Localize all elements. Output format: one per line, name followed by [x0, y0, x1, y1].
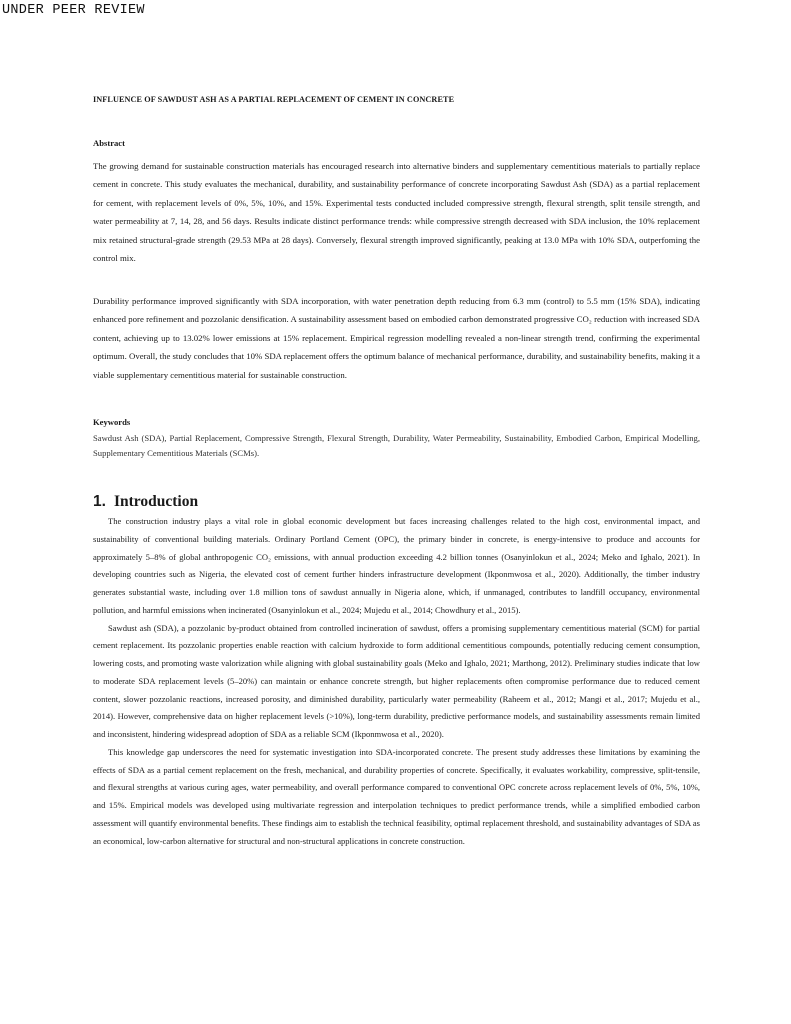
introduction-heading: [93, 493, 198, 511]
paper-title: INFLUENCE OF SAWDUST ASH AS A PARTIAL REPLACEMENT OF CEMENT IN CONCRETE: [93, 95, 455, 104]
keywords-list: Sawdust Ash (SDA), Partial Replacement, Compressive Strength, Flexural Strength, Durability, Water Permeability, Sustainability, Embodied Carbon, Empirical Modelling, Supplementary Cementitious Materials (SCMs).: [93, 433, 700, 458]
abstract-heading: Abstract: [93, 138, 125, 148]
intro-paragraph-1: The construction industry plays a vital role in global economic development but faces increasing challenges related to the high cost, environmental impact, and sustainability of conventional building materials. Ordinary Portland Cement (OPC), the primary binder in concrete, is energy-intensive to produce and accounts for approximately 5–8% of global anthropogenic CO₂ emissions, with annual production exceeding 4.2 billion tonnes (Osanyinlokun et al., 2024; Meko and Ighalo, 2021). In developing countries such as Nigeria, the elevated cost of cement further hinders infrastructure development (Ikponmwosa et al., 2020). Additionally, the timber industry generates substantial waste, including over 1.8 million tons of sawdust annually in Nigeria alone, which, if unmanaged, contributes to landfill occupancy, environmental pollution, and harmful emissions when incinerated (Osanyinlokun et al., 2024; Mujedu et al., 2014; Chowdhury et al., 2015).: [93, 516, 700, 615]
intro-paragraph-2: Sawdust ash (SDA), a pozzolanic by-product obtained from controlled incineration of sawdust, offers a promising supplementary cementitious material (SCM) for partial cement replacement. Its pozzolanic properties enable reaction with calcium hydroxide to form additional cementitious compounds, potentially reducing cement consumption, lowering costs, and promoting waste valorization while aligning with global sustainability goals (Meko and Ighalo, 2021; Marthong, 2012). Preliminary studies indicate that low to moderate SDA replacement levels (5–20%) can maintain or enhance concrete strength, but higher replacements often compromise performance due to reduced cement content, slower pozzolanic reactions, increased porosity, and diminished durability, particularly water permeability (Raheem et al., 2012; Mangi et al., 2017; Mujedu et al., 2014). However, comprehensive data on higher replacement levels (>10%), long-term durability, predictive performance models, and sustainability assessments remain limited and inconsistent, hindering widespread adoption of SDA as a reliable SCM (Ikponmwosa et al., 2020).: [93, 622, 700, 739]
introduction-body: [93, 513, 700, 850]
intro-paragraph-3: This knowledge gap underscores the need for systematic investigation into SDA-incorporated concrete. The present study addresses these limitations by examining the effects of SDA as a partial cement replacement on the fresh, mechanical, and durability properties of concrete. Specifically, it evaluates workability, compressive, split-tensile, and flexural strengths at various curing ages, water permeability, and overall performance compared to conventional OPC concrete across replacement levels of 0%, 5%, 10%, and 15%. Empirical models was developed using multivariate regression and interpolation techniques to predict performance trends, while a simplified embodied carbon assessment will quantify environmental benefits. These findings aim to establish the technical feasibility, optimal replacement threshold, and sustainability advantages of SDA as an economical, low-carbon alternative for structural and non-structural applications in concrete construction.: [93, 746, 700, 846]
abstract-paragraph-1: The growing demand for sustainable construction materials has encouraged research into alternative binders and supplementary cementitious materials to partially replace cement in concrete. This study evaluates the mechanical, durability, and sustainability performance of concrete incorporating Sawdust Ash (SDA) as a partial replacement for cement, with replacement levels of 0%, 5%, 10%, and 15%. Experimental tests conducted included compressive strength, flexural strength, split tensile strength, and water permeability at 7, 14, 28, and 56 days. Results indicate distinct performance trends: while compressive strength decreased with SDA inclusion, the 10% replacement mix retained structural-grade strength (29.53 MPa at 28 days). Conversely, flexural strength improved significantly, peaking at 13.0 MPa with 10% SDA, outperfoming the control mix.: [93, 161, 700, 264]
keywords-heading: Keywords: [93, 417, 131, 427]
abstract-paragraph-2: Durability performance improved significantly with SDA incorporation, with water penetration depth reducing from 6.3 mm (control) to 5.5 mm (15% SDA), indicating enhanced pore refinement and pozzolanic densification. A sustainability assessment based on embodied carbon demonstrated progressive CO₂ reduction with increased SDA content, achieving up to 13.02% lower emissions at 15% replacement. Empirical regression modelling revealed a non-linear strength trend, confirming the experimental optimum. Overall, the study concludes that 10% SDA replacement offers the optimum balance of mechanical performance, durability, and sustainability benefits, making it a viable supplementary cementitious material for sustainable construction.: [93, 296, 700, 380]
section-title: Introduction: [113, 493, 199, 510]
under-peer-review-watermark: UNDER PEER REVIEW: [2, 3, 145, 18]
section-number: 1.: [93, 493, 106, 510]
